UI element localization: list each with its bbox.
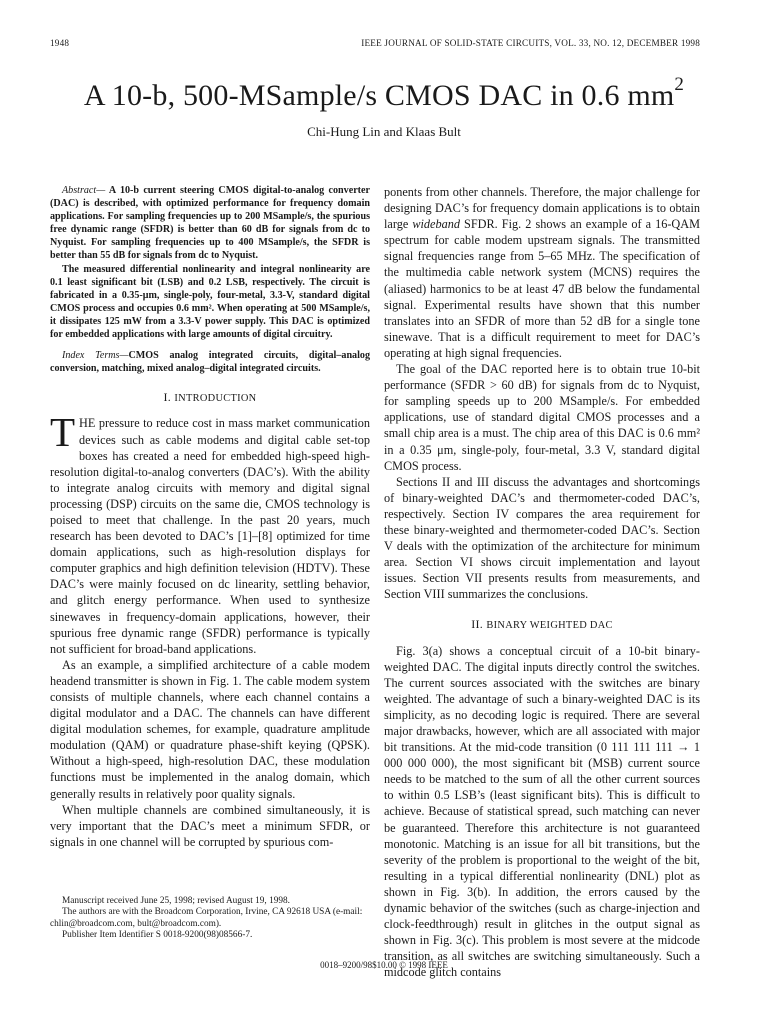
title-text: A 10-b, 500-MSample/s CMOS DAC in 0.6 mm xyxy=(83,79,675,112)
emphasis-wideband: wideband xyxy=(412,217,460,232)
index-terms-label: Index Terms— xyxy=(62,350,129,362)
section-heading-introduction xyxy=(50,389,370,407)
paper-title xyxy=(0,74,768,113)
intro-paragraph-3: When multiple channels are combined simultaneously, it is very important that the DAC’s meet a minimum SFDR, or signals in one channel will be corrupted by spurious com- xyxy=(50,802,370,849)
intro-paragraph-4: The goal of the DAC reported here is to obtain true 10-bit performance (SFDR > 60 dB) for signals from dc to Nyquist, for sampling speeds up to 200 MSample/s. For embedded applications, use of standard digital CMOS processes and a small chip area is a must. The chip area of this DAC is 0.6 mm² in a 0.35 μm, single-poly, four-metal, 3.3 V, standard digital CMOS process. xyxy=(384,362,700,473)
abstract-paragraph-2: The measured differential nonlinearity and integral nonlinearity are 0.1 least significant bit (LSB) and 0.2 LSB, respectively. The circuit is fabricated in a 0.35-μm, single-poly, four-metal, 3.3-V, standard digital CMOS process and occupies 0.6 mm². When operating at 500 MSample/s, it dissipates 125 mW from a 3.3-V power supply. This DAC is optimized for embedded applications with large amounts of digital circuitry. xyxy=(50,263,370,341)
abstract-text-1: A 10-b current steering CMOS digital-to-analog converter (DAC) is described, with optimized performance for frequency domain applications. For sampling frequencies up to 200 MSample/s, the spurious free dynamic range (SFDR) is better than 60 dB for signals from dc to Nyquist. For sampling frequencies up to 400 MSample/s, the SFDR is better than 55 dB for signals from dc to Nyquist. xyxy=(50,185,370,262)
abstract xyxy=(50,184,370,263)
drop-cap: T xyxy=(50,409,76,456)
title-superscript: 2 xyxy=(674,74,685,95)
intro-paragraph-5: Sections II and III discuss the advantages and shortcomings of binary-weighted DAC’s and thermometer-coded DAC’s, respectively. Section IV compares the area requirement for these binary-weighted and thermometer-coded DAC’s. Section V deals with the optimization of the architecture for minimum area. Section VI shows circuit implementation and layout issues. Section VII presents results from measurements, and Section VIII summarizes the conclusions. xyxy=(384,474,700,602)
running-head xyxy=(50,38,700,48)
footnote-received: Manuscript received June 25, 1998; revised August 19, 1998. xyxy=(62,896,290,906)
intro-paragraph-1 xyxy=(50,409,370,656)
author-list: Chi-Hung Lin and Klaas Bult xyxy=(307,124,461,139)
section-numeral: II. xyxy=(471,617,487,632)
index-terms-text: CMOS analog integrated circuits, digital–analog conversion, matching, mixed analog–digital integrated circuits. xyxy=(50,350,370,375)
left-column xyxy=(50,184,370,850)
intro-text-4a: ponents from other channels. Therefore, the major challenge for designing DAC’s for frequency domain applications is to obtain large xyxy=(384,185,700,232)
section-name: INTRODUCTION xyxy=(174,393,257,405)
abstract-label: Abstract— xyxy=(62,185,106,196)
section-numeral: I. xyxy=(163,390,175,405)
footnote-identifier: Publisher Item Identifier S 0018-9200(98)08566-7. xyxy=(62,930,253,941)
index-terms xyxy=(50,349,370,375)
section-name: BINARY WEIGHTED DAC xyxy=(486,620,613,632)
footnote xyxy=(50,896,370,942)
journal-citation: IEEE JOURNAL OF SOLID-STATE CIRCUITS, VOL. 33, NO. 12, DECEMBER 1998 xyxy=(361,38,700,48)
page-number: 1948 xyxy=(50,38,70,48)
intro-paragraph-3-continued xyxy=(384,184,700,361)
intro-text-4b: SFDR. Fig. 2 shows an example of a 16-QAM spectrum for cable modem upstream signals. The transmitted signal frequencies range from 5–65 MHz. The specification of the multimedia cable network system (MCNS) requires the (aliased) harmonics to be at least 47 dB below the fundamental signal. Experimental results have shown that this number translates into an SFDR of more than 52 dB for a single tone sinewave. That is a difficult requirement to meet for DAC’s operating at high signal frequencies. xyxy=(384,217,700,360)
intro-text-1: HE pressure to reduce cost in mass market communication devices such as cable modems and digital cable set-top boxes has created a need for embedded high-speed high-resolution digital-to-analog converters (DAC’s). With the ability to integrate analog circuits with memory and digital signal processing (DSP) circuits on the same die, CMOS technology is poised to meet that challenge. In the past 20 years, much research has been devoted to DAC’s [1]–[8] optimized for time domain applications, such as high-resolution displays for computer graphics and high definition television (HDTV). These DAC’s were mainly focused on dc linearity, settling behavior, and glitch energy performance. When used to synthesize sinewaves in frequency-domain applications, however, their spurious free dynamic range (SFDR) performance is typically not sufficient for broad-band applications. xyxy=(50,416,370,656)
footnote-affiliation: The authors are with the Broadcom Corporation, Irvine, CA 92618 USA (e-mail: chlin@broadcom.com, bult@broadcom.com). xyxy=(50,907,363,929)
intro-paragraph-2: As an example, a simplified architecture of a cable modem headend transmitter is shown in Fig. 1. The cable modem system consists of multiple channels, where each channel contains a digital modulator and a DAC. The channels can have different digital modulation schemes, for example, quadrature amplitude modulation (QAM) or quadrature phase-shift keying (QPSK). Without a high-speed, high-resolution DAC, these modulation functions must be implemented in the analog domain, which generally results in relatively poor quality signals. xyxy=(50,657,370,801)
section-heading-binary-weighted-dac xyxy=(384,616,700,634)
binary-dac-paragraph-1: Fig. 3(a) shows a conceptual circuit of a 10-bit binary-weighted DAC. The digital inputs directly control the switches. The current sources associated with the switches are binary weighted. The advantage of such a binary-weighted DAC is its simplicity, as no decoding logic is required. There are several major drawbacks, however, which are all associated with major bit transitions. At the mid-code transition (0 111 111 111 → 1 000 000 000), the most significant bit (MSB) current source needs to be matched to the sum of all the other current sources to within 0.5 LSB’s (least significant bits). This is difficult to achieve. Because of statistical spread, such matching can never be guaranteed. Therefore this architecture is not guaranteed monotonic. Matching is an issue for all bit transitions, but the severity of the problem is proportional to the weight of the bit, resulting in a typical differential nonlinearity (DNL) plot as shown in Fig. 3(b). In addition, the errors caused by the dynamic behavior of the switches (such as charge-injection and clock-feedthrough) result in glitches in the output signal as shown in Fig. 3(c). This problem is most severe at the midcode transition, as all switches are switching simultaneously. Such a midcode glitch contains xyxy=(384,643,700,980)
copyright-footer: 0018–9200/98$10.00 © 1998 IEEE xyxy=(320,960,448,970)
right-column xyxy=(384,184,700,981)
